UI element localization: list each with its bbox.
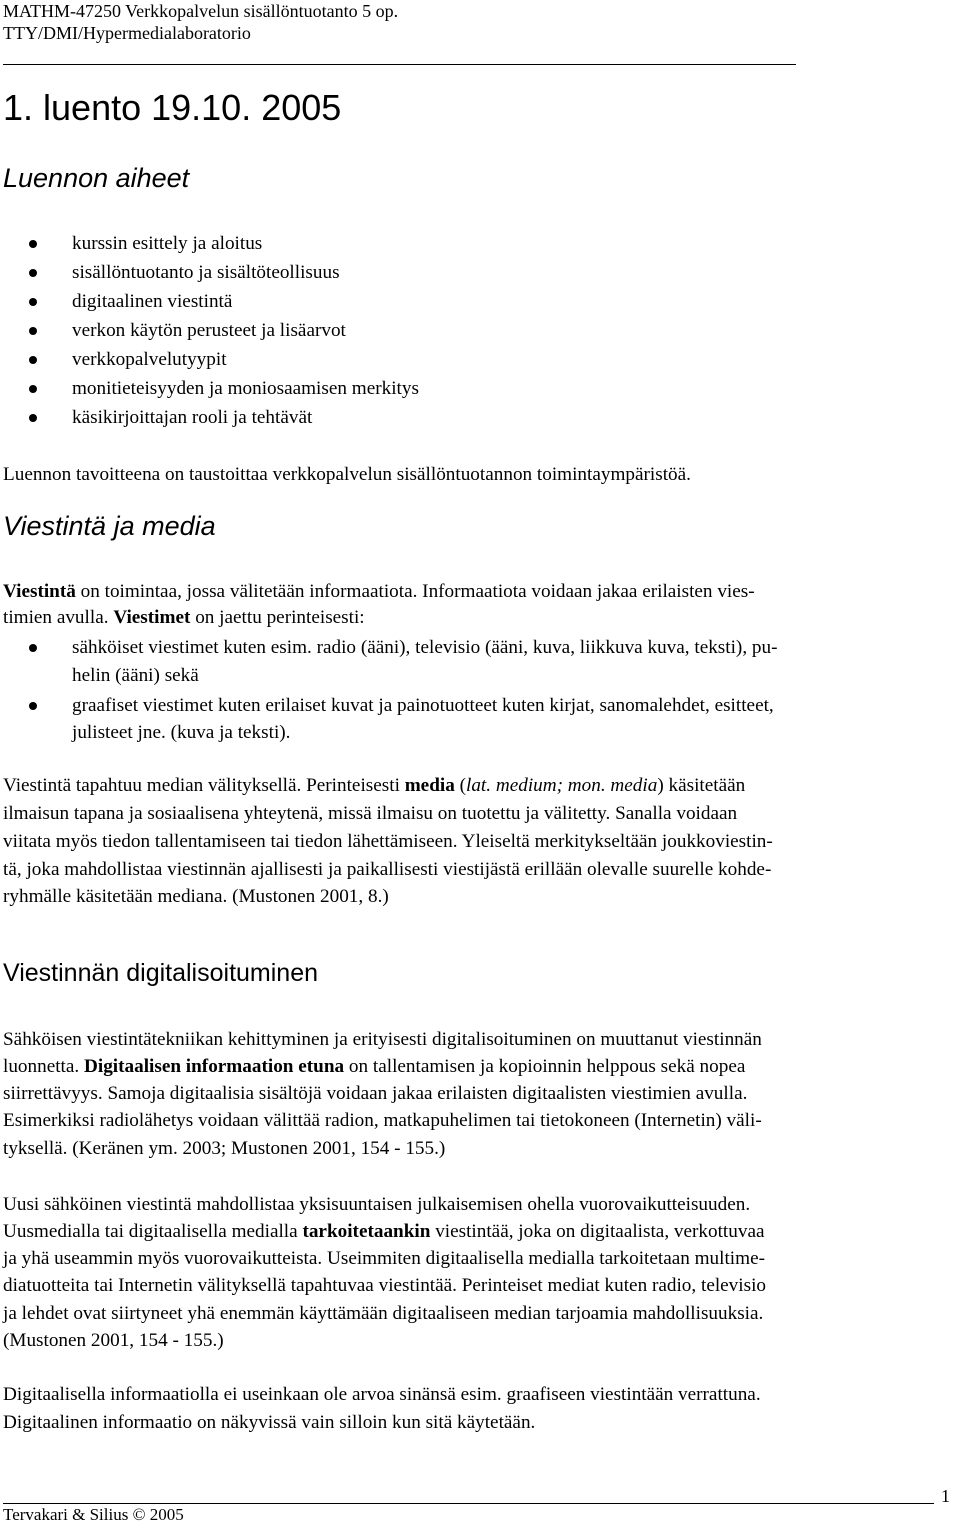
paragraph-line: Uusmedialla tai digitaalisella medialla tarkoitetaankin viestintää, joka on digitaalista, verkottuvaa	[3, 1221, 765, 1242]
footer-copyright: Tervakari & Silius © 2005	[3, 1505, 184, 1524]
paragraph-line: tyksellä. (Keränen ym. 2003; Mustonen 2001, 154 - 155.)	[3, 1138, 446, 1159]
list-item: käsikirjoittajan rooli ja tehtävät	[72, 407, 313, 428]
section-heading-digitalisoituminen: Viestinnän digitalisoituminen	[3, 959, 319, 987]
section-heading-luennon-aiheet: Luennon aiheet	[3, 163, 190, 193]
list-item: monitieteisyyden ja moniosaamisen merkitys	[72, 378, 419, 399]
paragraph-line: diatuotteita tai Internetin välityksellä tapahtuvaa viestintää. Perinteiset mediat kuten radio, televisio	[3, 1275, 766, 1296]
paragraph-line: tä, joka mahdollistaa viestinnän ajallisesti ja paikallisesti viestijästä erillään olevalle suurelle kohde-	[3, 859, 772, 880]
paragraph-line: luonnetta. Digitaalisen informaation etuna on tallentamisen ja kopioinnin helppous sekä nopea	[3, 1056, 746, 1077]
paragraph-line: ja lehdet ovat siirtyneet yhä enemmän käyttämään digitaaliseen median tarjoamia mahdollisuuksia.	[3, 1303, 764, 1324]
list-item: digitaalinen viestintä	[72, 291, 233, 312]
bold-term: Viestintä	[3, 581, 76, 602]
bold-term: tarkoitetaankin	[302, 1221, 431, 1242]
bullet-icon	[29, 702, 37, 710]
bullet-icon	[29, 644, 37, 652]
paragraph-line: Digitaalisella informaatiolla ei useinkaan ole arvoa sinänsä esim. graafiseen viestintään verrattuna.	[3, 1384, 761, 1405]
footer-divider	[3, 1503, 934, 1504]
bullet-icon	[29, 240, 37, 248]
paragraph-line: Digitaalinen informaatio on näkyvissä vain silloin kun sitä käytetään.	[3, 1412, 536, 1433]
bold-term: Digitaalisen informaation etuna	[84, 1056, 345, 1077]
paragraph-line: Esimerkiksi radiolähetys voidaan välittää radion, matkapuhelimen tai tietokoneen (Internetin) väli-	[3, 1110, 762, 1131]
list-item: kurssin esittely ja aloitus	[72, 233, 263, 254]
bullet-icon	[29, 385, 37, 393]
bold-term: media	[404, 775, 455, 796]
header-divider	[3, 64, 796, 65]
section-heading-viestinta-ja-media: Viestintä ja media	[3, 511, 216, 541]
page-number: 1	[941, 1486, 950, 1506]
list-item: sähköiset viestimet kuten esim. radio (ääni), televisio (ääni, kuva, liikkuva kuva, teksti), pu-	[72, 637, 778, 658]
bullet-icon	[29, 356, 37, 364]
paragraph-line: ilmaisun tapana ja sosiaalisena yhteytenä, missä ilmaisu on tuotettu ja välitetty. Sanalla voidaan	[3, 803, 738, 824]
paragraph-line: ryhmälle käsitetään mediana. (Mustonen 2001, 8.)	[3, 886, 389, 907]
paragraph-line: (Mustonen 2001, 154 - 155.)	[3, 1330, 224, 1351]
bullet-icon	[29, 327, 37, 335]
paragraph-line: siirrettävyys. Samoja digitaalisia sisältöjä voidaan jakaa erilaisten digitaalisten viestimien avulla.	[3, 1083, 748, 1104]
list-item: verkkopalvelutyypit	[72, 349, 227, 370]
paragraph-line: viitata myös tiedon tallentamiseen tai tiedon lähettämiseen. Yleiseltä merkitykseltään joukkoviestin-	[3, 831, 773, 852]
list-item-continuation: julisteet jne. (kuva ja teksti).	[72, 722, 291, 743]
bold-term: Viestimet	[113, 607, 191, 628]
bullet-icon	[29, 298, 37, 306]
list-item: sisällöntuotanto ja sisältöteollisuus	[72, 262, 340, 283]
list-item: graafiset viestimet kuten erilaiset kuvat ja painotuotteet kuten kirjat, sanomalehdet, esitteet,	[72, 695, 774, 716]
paragraph-line: Sähköisen viestintätekniikan kehittyminen ja erityisesti digitalisoituminen on muuttanut viestinnän	[3, 1029, 762, 1050]
bullet-icon	[29, 269, 37, 277]
header-course: MATHM-47250 Verkkopalvelun sisällöntuotanto 5 op.	[3, 1, 399, 21]
lecture-title: 1. luento 19.10. 2005	[3, 87, 342, 128]
paragraph-line: timien avulla. Viestimet on jaettu perinteisesti:	[3, 607, 365, 628]
italic-term: lat. medium; mon. media	[466, 775, 658, 796]
paragraph-line: Uusi sähköinen viestintä mahdollistaa yksisuuntaisen julkaisemisen ohella vuorovaikutteisuuden.	[3, 1194, 751, 1215]
paragraph-line: Viestintä tapahtuu median välityksellä. Perinteisesti media (lat. medium; mon. media) käsitetään	[3, 775, 746, 796]
list-item-continuation: helin (ääni) sekä	[72, 665, 199, 686]
bullet-icon	[29, 414, 37, 422]
lecture-goal: Luennon tavoitteena on taustoittaa verkkopalvelun sisällöntuotannon toimintaympäristöä.	[3, 464, 691, 485]
paragraph-line: Viestintä on toimintaa, jossa välitetään informaatiota. Informaatiota voidaan jakaa erilaisten vies-	[3, 581, 755, 602]
list-item: verkon käytön perusteet ja lisäarvot	[72, 320, 346, 341]
header-dept: TTY/DMI/Hypermedialaboratorio	[3, 23, 251, 43]
paragraph-line: ja yhä useammin myös vuorovaikutteista. Useimmiten digitaalisella medialla tarkoitetaan multime-	[3, 1248, 765, 1269]
